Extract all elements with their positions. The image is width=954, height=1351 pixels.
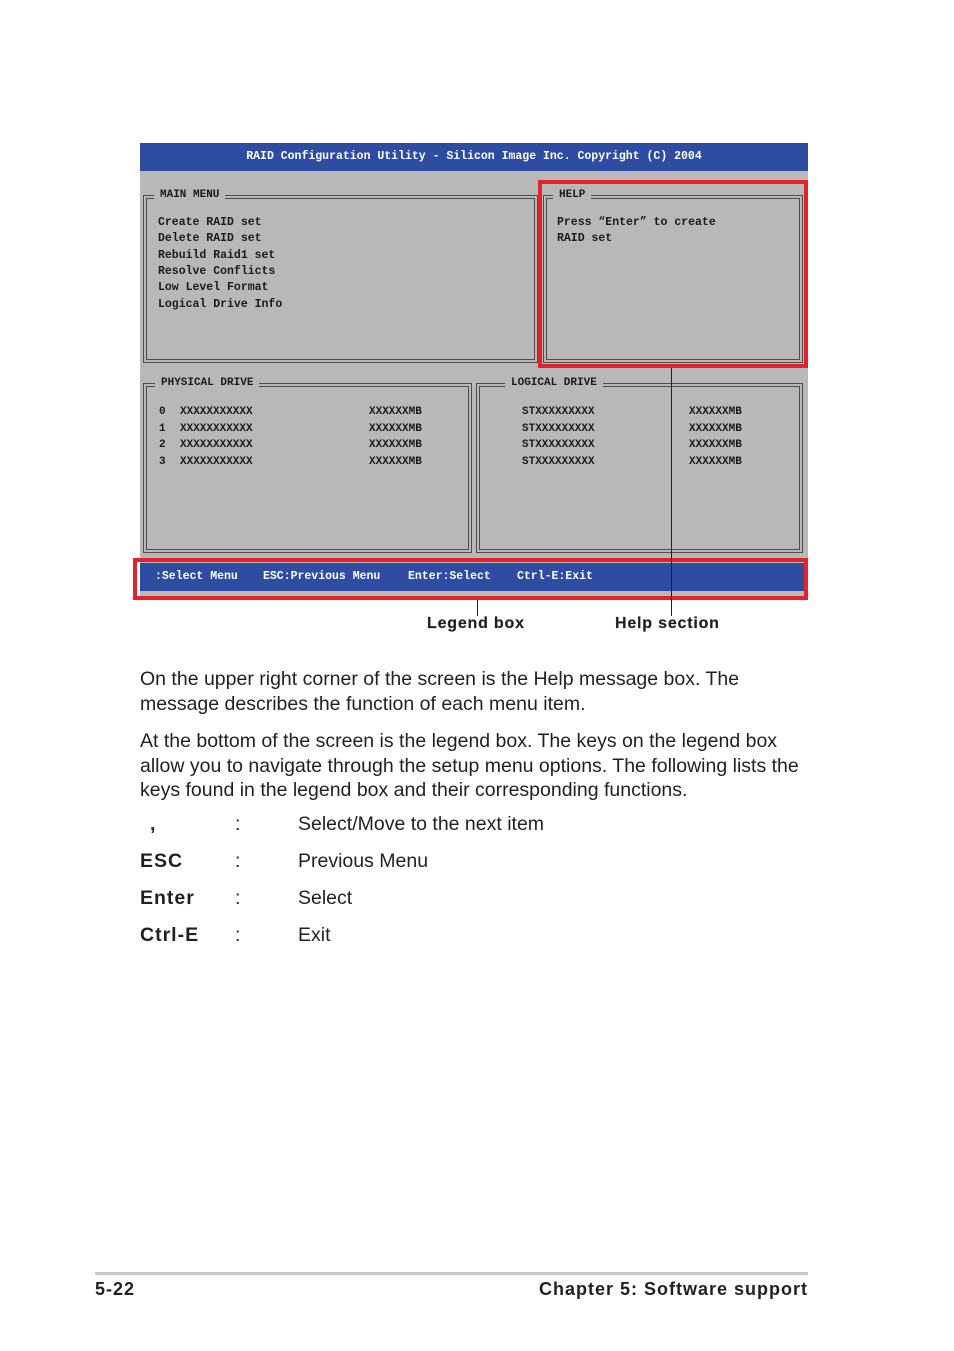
menu-item-create-raid[interactable]: Create RAID set <box>158 216 262 229</box>
key-name: Ctrl-E <box>140 924 200 946</box>
drive-size: XXXXXXMB <box>369 455 422 468</box>
physical-drive-panel <box>143 377 472 553</box>
key-description: Exit <box>298 924 331 946</box>
logical-drive-name: STXXXXXXXXX <box>522 422 595 435</box>
drive-size: XXXXXXMB <box>369 439 422 451</box>
legend-esc: ESC:Previous Menu <box>263 570 381 583</box>
key-separator: : <box>235 887 241 909</box>
logical-drive-size: XXXXXXMB <box>689 455 742 468</box>
main-menu-panel <box>143 189 538 363</box>
key-description: Select/Move to the next item <box>298 813 545 835</box>
help-section-highlight <box>538 180 808 368</box>
logical-drive-size: XXXXXXMB <box>689 422 742 435</box>
chapter-title: Chapter 5: Software support <box>538 1279 808 1299</box>
key-separator: : <box>235 850 241 872</box>
logical-drive-name: STXXXXXXXXX <box>522 455 595 468</box>
menu-item-resolve-conflicts[interactable]: Resolve Conflicts <box>158 264 276 278</box>
drive-model: XXXXXXXXXXX <box>180 455 253 468</box>
drive-size: XXXXXXMB <box>369 406 422 418</box>
logical-drive-panel <box>476 377 803 553</box>
key-separator: : <box>235 924 241 946</box>
legend-enter: Enter:Select <box>408 570 491 583</box>
help-section-callout: Help section <box>615 615 720 632</box>
help-text-line: RAID set <box>557 232 613 246</box>
logical-drive-size: XXXXXXMB <box>689 406 742 418</box>
logical-drive-name: STXXXXXXXXX <box>522 439 595 451</box>
help-text-line: Press “Enter” to create <box>557 216 716 229</box>
drive-model: XXXXXXXXXXX <box>180 439 253 451</box>
utility-title-bar: RAID Configuration Utility - Silicon Image Inc. Copyright (C) 2004 <box>140 143 808 171</box>
menu-item-delete-raid[interactable]: Delete RAID set <box>158 232 262 246</box>
menu-item-rebuild-raid1[interactable]: Rebuild Raid1 set <box>158 248 276 262</box>
drive-index: 1 <box>159 422 166 435</box>
menu-item-low-level-format[interactable]: Low Level Format <box>158 281 269 295</box>
drive-index: 0 <box>159 406 166 418</box>
key-description: Select <box>298 887 353 909</box>
legend-box-highlight <box>133 558 808 600</box>
drive-index: 2 <box>159 439 166 451</box>
drive-index: 3 <box>159 455 166 468</box>
logical-drive-name: STXXXXXXXXX <box>522 406 595 418</box>
legend-select-menu: :Select Menu <box>155 570 238 583</box>
legend-box-paragraph: At the bottom of the screen is the legend box. The keys on the legend box allow you to navigate through the setup menu options. The following lists the keys found in the legend box and their corresponding functions. <box>140 730 799 801</box>
drive-model: XXXXXXXXXXX <box>180 422 253 435</box>
main-menu-title: MAIN MENU <box>154 188 225 202</box>
logical-drive-title: LOGICAL DRIVE <box>505 376 603 390</box>
key-name: , <box>150 813 157 835</box>
drive-model: XXXXXXXXXXX <box>180 406 253 418</box>
help-panel-title: HELP <box>553 188 591 202</box>
key-description: Previous Menu <box>298 850 429 872</box>
legend-ctrl-e: Ctrl-E:Exit <box>517 570 593 583</box>
footer-rule <box>95 1272 808 1275</box>
legend-box-leader-line <box>477 600 478 616</box>
key-name: Enter <box>140 887 195 909</box>
physical-drive-title: PHYSICAL DRIVE <box>155 376 259 390</box>
key-separator: : <box>235 813 241 835</box>
help-section-leader-line <box>671 368 672 616</box>
legend-box-callout: Legend box <box>427 615 525 632</box>
key-name: ESC <box>140 850 184 872</box>
help-box-paragraph: On the upper right corner of the screen is the Help message box. The message describes the function of each menu item. <box>140 668 740 715</box>
menu-item-logical-drive-info[interactable]: Logical Drive Info <box>158 297 283 311</box>
drive-size: XXXXXXMB <box>369 422 422 435</box>
logical-drive-size: XXXXXXMB <box>689 439 742 451</box>
page-number: 5-22 <box>95 1279 136 1299</box>
